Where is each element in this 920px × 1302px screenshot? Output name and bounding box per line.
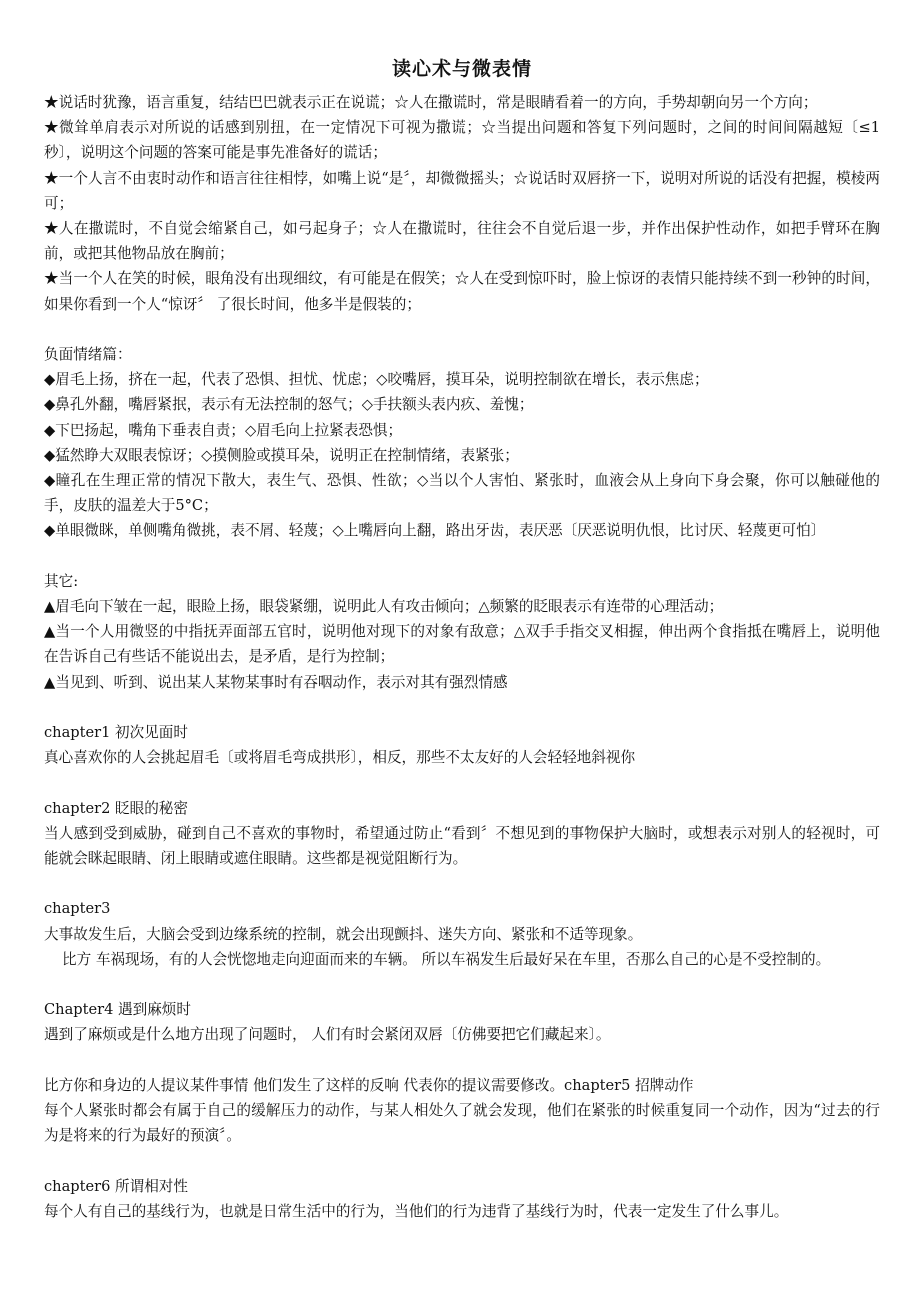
spacer <box>44 695 880 720</box>
chapter2-title: chapter2 眨眼的秘密 <box>44 799 188 817</box>
negative-item-2: ◆鼻孔外翻，嘴唇紧抿，表示有无法控制的怒气；◇手扶额头表内疚、羞愧； <box>44 396 534 414</box>
intro-paragraph-3: ★一个人言不由衷时动作和语言往往相悖，如嘴上说“是〞，却微微摇头；☆说话时双唇挤一下，说明对所说的话没有把握，模棱两可； <box>44 169 880 212</box>
chapter3-text-2: 比方 车祸现场，有的人会恍惚地走向迎面而来的车辆。 所以车祸发生后最好呆在车里，否那么自己的心是不受控制的。 <box>62 950 831 968</box>
chapter3-text-1: 大事故发生后，大脑会受到边缘系统的控制，就会出现颤抖、迷失方向、紧张和不适等现象。 <box>44 925 643 943</box>
other-item-3: ▲当见到、听到、说出某人某物某事时有吞咽动作，表示对其有强烈情感 <box>44 673 508 691</box>
negative-item-3: ◆下巴扬起，嘴角下垂表自责；◇眉毛向上拉紧表恐惧； <box>44 421 403 439</box>
chapter2-text: 当人感到受到威胁，碰到自己不喜欢的事物时，希望通过防止“看到〞不想见到的事物保护大脑时，或想表示对别人的轻视时，可能就会眯起眼睛、闭上眼睛或遮住眼睛。这些都是视觉阻断行为。 <box>44 824 880 868</box>
intro-paragraph-5: ★当一个人在笑的时候，眼角没有出现细纹，有可能是在假笑；☆人在受到惊吓时，脸上惊讶的表情只能持续不到一秒钟的时间，如果你看到一个人“惊讶〞 了很长时间，他多半是假装的； <box>44 270 880 313</box>
other-item-2: ▲当一个人用微竖的中指抚弄面部五官时，说明他对现下的对象有敌意；△双手手指交叉相握，伸出两个食指抵在嘴唇上，说明他在告诉自己有些话不能说出去，是矛盾，是行为控制； <box>44 623 880 666</box>
chapter5-lead: 比方你和身边的人提议某件事情 他们发生了这样的反响 代表你的提议需要修改。chapter5 招牌动作 <box>44 1076 694 1094</box>
negative-item-6: ◆单眼微眯，单侧嘴角微挑，表不屑、轻蔑；◇上嘴唇向上翻，路出牙齿，表厌恶〔厌恶说明仇恨，比讨厌、轻蔑更可怕〕 <box>44 522 826 540</box>
chapter3-title: chapter3 <box>44 900 111 918</box>
negative-item-4: ◆猛然睁大双眼表惊讶；◇摸侧脸或摸耳朵，说明正在控制情绪，表紧张； <box>44 446 519 464</box>
chapter4-title: Chapter4 遇到麻烦时 <box>44 1001 191 1019</box>
document-title: 读心术与微表情 <box>391 58 532 80</box>
intro-paragraph-4: ★人在撒谎时，不自觉会缩紧自己，如弓起身子；☆人在撒谎时，往往会不自觉后退一步，并作出保护性动作，如把手臂环在胸前，或把其他物品放在胸前； <box>44 220 880 263</box>
document-page <box>44 52 880 1224</box>
chapter5-text: 每个人紧张时都会有属于自己的缓解压力的动作，与某人相处久了就会发现，他们在紧张的时候重复同一个动作，因为“过去的行为是将来的行为最好的预演〞。 <box>44 1102 880 1145</box>
intro-paragraph-1: ★说话时犹豫，语言重复，结结巴巴就表示正在说谎；☆人在撒谎时，常是眼睛看着一的方向，手势却朝向另一个方向； <box>44 94 818 111</box>
negative-item-5: ◆瞳孔在生理正常的情况下散大，表生气、恐惧、性欲；◇当以个人害怕、紧张时，血液会从上身向下身会聚，你可以触碰他的手，皮肤的温差大于5°C； <box>44 472 880 515</box>
chapter1-text: 真心喜欢你的人会挑起眉毛〔或将眉毛弯成拱形〕，相反，那些不太友好的人会轻轻地斜视你 <box>44 749 636 767</box>
spacer <box>44 770 880 795</box>
negative-heading: 负面情绪篇： <box>44 346 132 364</box>
spacer <box>44 972 880 997</box>
intro-paragraph-2: ★微耸单肩表示对所说的话感到别扭，在一定情况下可视为撒谎；☆当提出问题和答复下列问题时，之间的时间间隔越短〔≤1秒〕，说明这个问题的答案可能是事先准备好的谎话； <box>44 119 880 162</box>
chapter6-text: 每个人有自己的基线行为，也就是日常生活中的行为，当他们的行为违背了基线行为时，代表一定发生了什么事儿。 <box>44 1202 789 1220</box>
chapter6-title: chapter6 所谓相对性 <box>44 1177 188 1195</box>
negative-item-1: ◆眉毛上扬，挤在一起，代表了恐惧、担忧、忧虑；◇咬嘴唇，摸耳朵，说明控制欲在增长，表示焦虑； <box>44 371 709 389</box>
spacer <box>44 317 880 342</box>
spacer <box>44 544 880 569</box>
chapter4-text: 遇到了麻烦或是什么地方出现了问题时， 人们有时会紧闭双唇〔仿佛要把它们藏起来〕。 <box>44 1026 611 1044</box>
spacer <box>44 1048 880 1073</box>
spacer <box>44 871 880 896</box>
spacer <box>44 1148 880 1173</box>
chapter1-title: chapter1 初次见面时 <box>44 724 188 742</box>
other-item-1: ▲眉毛向下皱在一起，眼睑上扬，眼袋紧绷，说明此人有攻击倾向；△频繁的眨眼表示有连带的心理活动； <box>44 598 724 616</box>
other-heading: 其它: <box>44 572 79 590</box>
